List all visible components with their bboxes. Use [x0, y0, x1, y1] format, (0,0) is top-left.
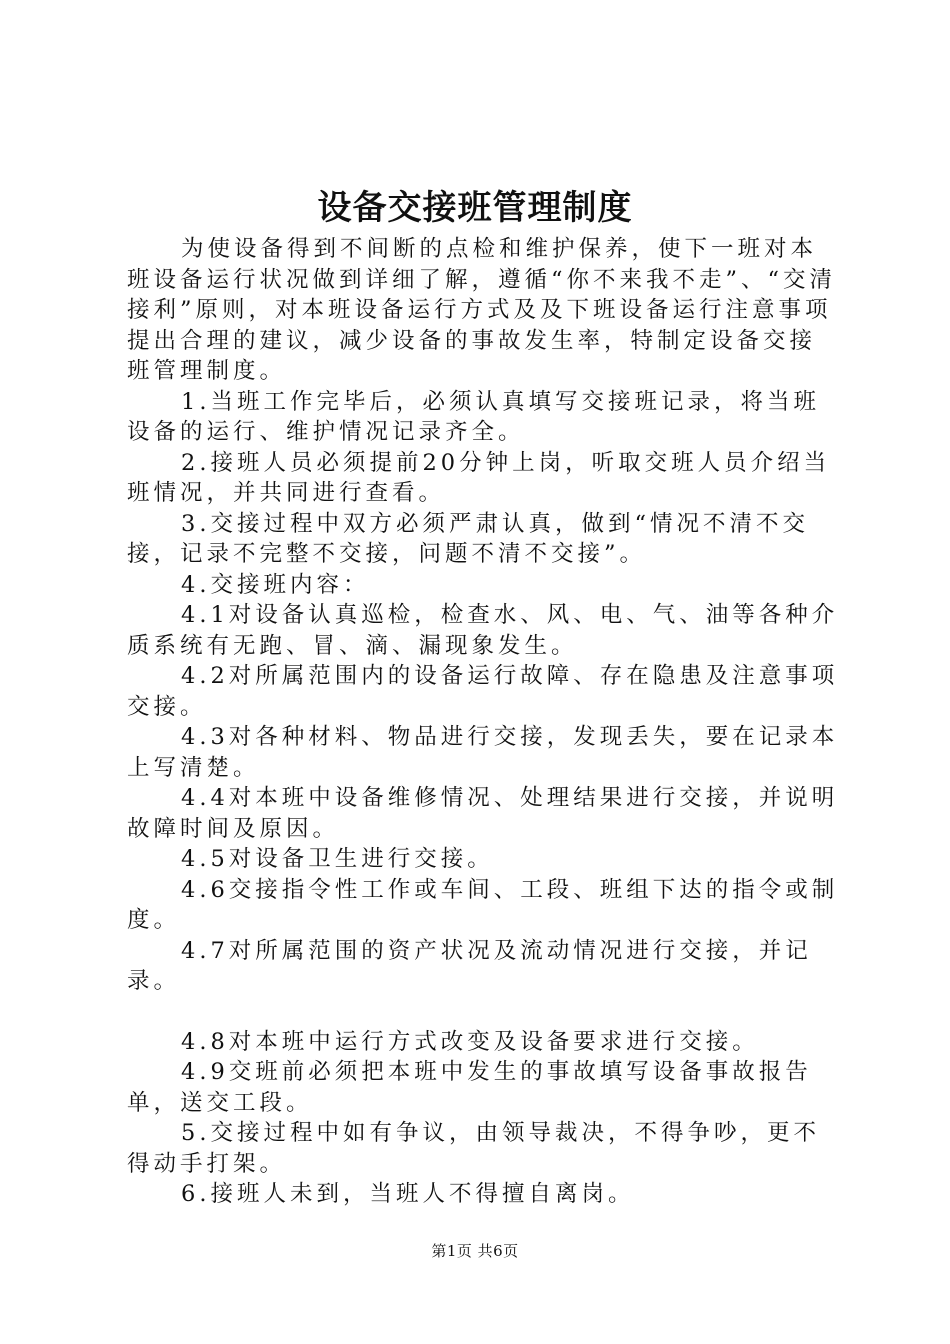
rule-4-9: 4.9交班前必须把本班中发生的事故填写设备事故报告单，送交工段。: [127, 1059, 812, 1116]
rule-6: 6.接班人未到，当班人不得擅自离岗。: [181, 1181, 635, 1207]
rule-2: 2.接班人员必须提前20分钟上岗，听取交班人员介绍当班情况，并共同进行查看。: [127, 449, 831, 506]
document-body: [127, 234, 839, 1210]
rule-1: 1.当班工作完毕后，必须认真填写交接班记录，将当班设备的运行、维护情况记录齐全。: [127, 388, 820, 445]
rule-4-7: 4.7对所属范围的资产状况及流动情况进行交接，并记录。: [127, 937, 812, 994]
page-footer: 第1页 共6页: [431, 1242, 519, 1260]
rule-4-3: 4.3对各种材料、物品进行交接，发现丢失，要在记录本上写清楚。: [127, 724, 839, 781]
rule-4: 4.交接班内容：: [181, 571, 370, 598]
rule-4-1: 4.1对设备认真巡检，检查水、风、电、气、油等各种介质系统有无跑、冒、滴、漏现象发生。: [127, 602, 839, 659]
intro-paragraph: 为使设备得到不间断的点检和维护保养，使下一班对本班设备运行状况做到详细了解，遵循“你不来我不走”、“交清接利”原则，对本班设备运行方式及及下班设备运行注意事项提出合理的建议，减少设备的事故发生率，特制定设备交接班管理制度。: [127, 236, 837, 384]
rule-4-6: 4.6交接指令性工作或车间、工段、班组下达的指令或制度。: [127, 876, 839, 933]
document-title: 设备交接班管理制度: [317, 188, 633, 228]
rule-4-8: 4.8对本班中运行方式改变及设备要求进行交接。: [181, 1028, 759, 1055]
rule-3: 3.交接过程中双方必须严肃认真，做到“情况不清不交接，记录不完整不交接，问题不清不交接”。: [127, 510, 809, 567]
rule-4-2: 4.2对所属范围内的设备运行故障、存在隐患及注意事项交接。: [127, 663, 839, 720]
rule-4-4: 4.4对本班中设备维修情况、处理结果进行交接，并说明故障时间及原因。: [127, 785, 839, 842]
rule-5: 5.交接过程中如有争议，由领导裁决，不得争吵，更不得动手打架。: [127, 1120, 820, 1177]
rule-4-5: 4.5对设备卫生进行交接。: [181, 846, 494, 872]
